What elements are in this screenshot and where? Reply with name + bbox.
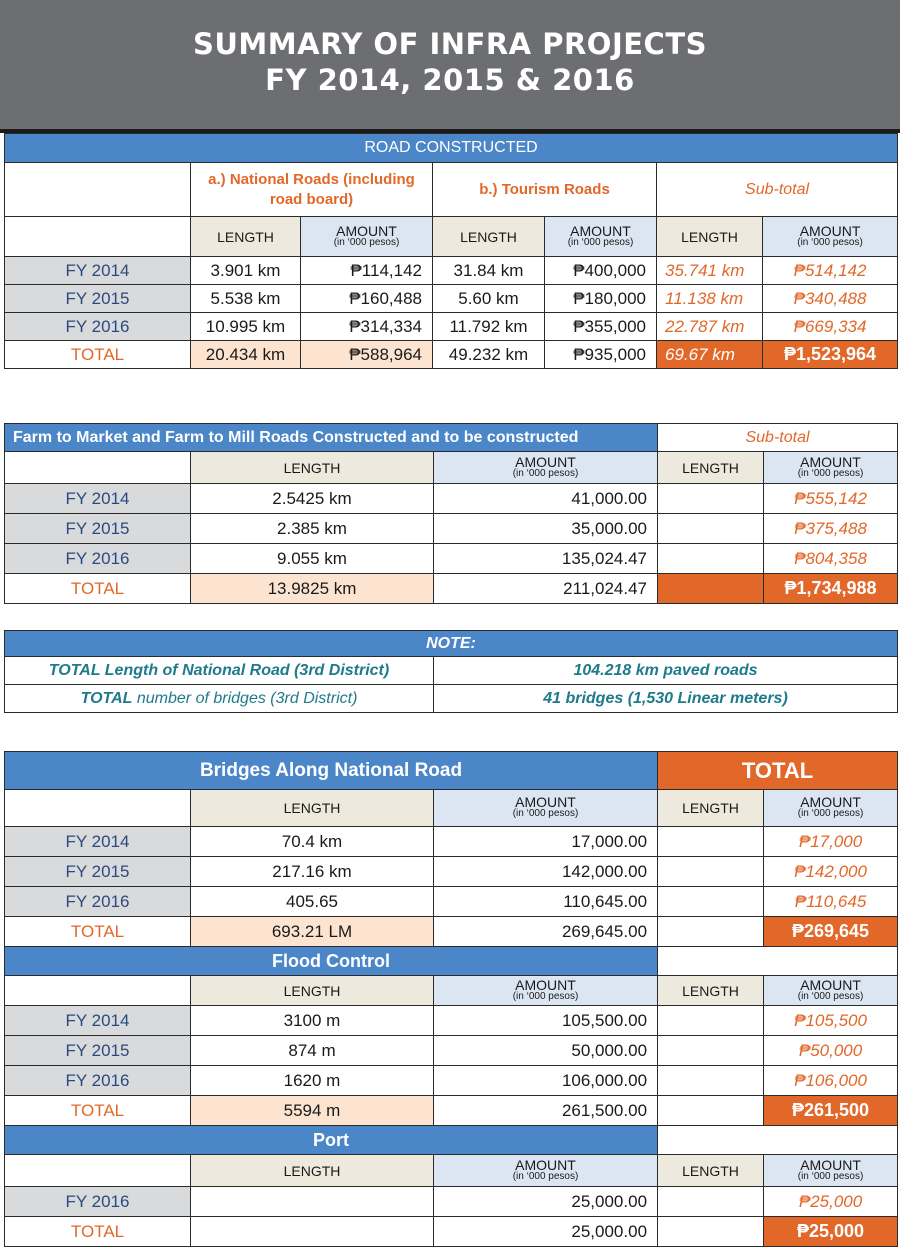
- cell: ₱17,000: [764, 827, 898, 857]
- bridges-flood-port-table: [4, 751, 898, 1247]
- cell: 5.60 km: [433, 285, 545, 313]
- note-label: TOTAL number of bridges (3rd District): [5, 685, 434, 713]
- cell: ₱160,488: [301, 285, 433, 313]
- cell: 11.138 km: [657, 285, 763, 313]
- cell: ₱935,000: [545, 341, 657, 369]
- col-amount: AMOUNT (in ‘000 pesos): [434, 976, 658, 1006]
- page-subtitle: FY 2014, 2015 & 2016: [265, 63, 635, 97]
- cell: ₱669,334: [763, 313, 898, 341]
- col-amount: AMOUNT (in ‘000 pesos): [764, 1155, 898, 1187]
- cell: ₱50,000: [764, 1036, 898, 1066]
- road-constructed-table: [4, 133, 898, 369]
- col-amount: AMOUNT (in ‘000 pesos): [434, 452, 658, 484]
- cell: ₱114,142: [301, 257, 433, 285]
- cell: 17,000.00: [434, 827, 658, 857]
- cell: 142,000.00: [434, 857, 658, 887]
- col-length: LENGTH: [433, 217, 545, 257]
- farm-subtotal-header: Sub-total: [658, 424, 898, 452]
- cell: 13.9825 km: [191, 574, 434, 604]
- row-fy: FY 2016: [5, 1187, 191, 1217]
- note-header: NOTE:: [5, 631, 898, 657]
- farm-roads-table: [4, 423, 898, 604]
- cell: 2.5425 km: [191, 484, 434, 514]
- col-amount: AMOUNT (in ‘000 pesos): [545, 217, 657, 257]
- row-fy: FY 2014: [5, 1006, 191, 1036]
- cell: ₱340,488: [763, 285, 898, 313]
- cell: 135,024.47: [434, 544, 658, 574]
- cell: 5.538 km: [191, 285, 301, 313]
- grand-subtotal: ₱1,523,964: [763, 341, 898, 369]
- row-total-label: TOTAL: [5, 341, 191, 369]
- cell: 106,000.00: [434, 1066, 658, 1096]
- total-header: TOTAL: [658, 752, 898, 790]
- row-fy: FY 2016: [5, 544, 191, 574]
- national-roads-header: a.) National Roads (including road board): [191, 163, 433, 217]
- row-fy: FY 2014: [5, 827, 191, 857]
- cell: 69.67 km: [657, 341, 763, 369]
- cell: ₱25,000: [764, 1187, 898, 1217]
- col-length: LENGTH: [191, 452, 434, 484]
- farm-grand-subtotal: ₱1,734,988: [764, 574, 898, 604]
- col-length: LENGTH: [658, 790, 764, 827]
- col-amount: AMOUNT (in ‘000 pesos): [434, 790, 658, 827]
- cell: 25,000.00: [434, 1217, 658, 1247]
- cell: ₱400,000: [545, 257, 657, 285]
- col-length: LENGTH: [191, 1155, 434, 1187]
- cell: 110,645.00: [434, 887, 658, 917]
- cell: 693.21 LM: [191, 917, 434, 947]
- col-length: LENGTH: [191, 976, 434, 1006]
- row-fy: FY 2015: [5, 514, 191, 544]
- flood-total: ₱261,500: [764, 1096, 898, 1126]
- cell: [191, 1217, 434, 1247]
- port-total: ₱25,000: [764, 1217, 898, 1247]
- note-table: [4, 630, 898, 713]
- row-fy: FY 2015: [5, 857, 191, 887]
- cell: ₱804,358: [764, 544, 898, 574]
- col-length: LENGTH: [658, 1155, 764, 1187]
- col-length: LENGTH: [191, 217, 301, 257]
- cell: 1620 m: [191, 1066, 434, 1096]
- flood-section-header: Flood Control: [5, 947, 658, 976]
- note-label: TOTAL Length of National Road (3rd District): [5, 657, 434, 685]
- cell: 874 m: [191, 1036, 434, 1066]
- cell: ₱180,000: [545, 285, 657, 313]
- cell: 217.16 km: [191, 857, 434, 887]
- road-subtotal-header: Sub-total: [657, 163, 898, 217]
- cell: 105,500.00: [434, 1006, 658, 1036]
- cell: 25,000.00: [434, 1187, 658, 1217]
- cell: 11.792 km: [433, 313, 545, 341]
- row-fy: FY 2015: [5, 1036, 191, 1066]
- cell: ₱106,000: [764, 1066, 898, 1096]
- cell: ₱375,488: [764, 514, 898, 544]
- farm-section-header: Farm to Market and Farm to Mill Roads Constructed and to be constructed: [5, 424, 658, 452]
- note-value: 41 bridges (1,530 Linear meters): [434, 685, 898, 713]
- road-section-header: ROAD CONSTRUCTED: [5, 134, 898, 163]
- row-fy: FY 2016: [5, 887, 191, 917]
- note-value: 104.218 km paved roads: [434, 657, 898, 685]
- cell: ₱314,334: [301, 313, 433, 341]
- cell: ₱110,645: [764, 887, 898, 917]
- col-length: LENGTH: [191, 790, 434, 827]
- page-header: [0, 0, 900, 133]
- col-amount: AMOUNT (in ‘000 pesos): [434, 1155, 658, 1187]
- col-amount: AMOUNT (in ‘000 pesos): [764, 790, 898, 827]
- col-length: LENGTH: [657, 217, 763, 257]
- row-fy: FY 2014: [5, 484, 191, 514]
- row-total-label: TOTAL: [5, 1217, 191, 1247]
- cell: 22.787 km: [657, 313, 763, 341]
- row-total-label: TOTAL: [5, 917, 191, 947]
- cell: 405.65: [191, 887, 434, 917]
- cell: ₱355,000: [545, 313, 657, 341]
- cell: [191, 1187, 434, 1217]
- col-amount: AMOUNT (in ‘000 pesos): [301, 217, 433, 257]
- cell: 211,024.47: [434, 574, 658, 604]
- cell: 261,500.00: [434, 1096, 658, 1126]
- cell: 20.434 km: [191, 341, 301, 369]
- row-total-label: TOTAL: [5, 574, 191, 604]
- col-amount: AMOUNT (in ‘000 pesos): [764, 976, 898, 1006]
- col-amount: AMOUNT (in ‘000 pesos): [764, 452, 898, 484]
- cell: 10.995 km: [191, 313, 301, 341]
- col-amount: AMOUNT (in ‘000 pesos): [763, 217, 898, 257]
- row-total-label: TOTAL: [5, 1096, 191, 1126]
- cell: 3.901 km: [191, 257, 301, 285]
- col-length: LENGTH: [658, 452, 764, 484]
- cell: ₱588,964: [301, 341, 433, 369]
- cell: 9.055 km: [191, 544, 434, 574]
- row-fy: FY 2014: [5, 257, 191, 285]
- cell: 35.741 km: [657, 257, 763, 285]
- bridges-total: ₱269,645: [764, 917, 898, 947]
- cell: 70.4 km: [191, 827, 434, 857]
- cell: 31.84 km: [433, 257, 545, 285]
- cell: ₱105,500: [764, 1006, 898, 1036]
- cell: ₱555,142: [764, 484, 898, 514]
- cell: ₱514,142: [763, 257, 898, 285]
- cell: ₱142,000: [764, 857, 898, 887]
- page-title: SUMMARY OF INFRA PROJECTS: [192, 27, 708, 61]
- tourism-roads-header: b.) Tourism Roads: [433, 163, 657, 217]
- bridges-section-header: Bridges Along National Road: [5, 752, 658, 790]
- cell: 2.385 km: [191, 514, 434, 544]
- row-fy: FY 2016: [5, 1066, 191, 1096]
- col-length: LENGTH: [658, 976, 764, 1006]
- cell: 35,000.00: [434, 514, 658, 544]
- cell: 5594 m: [191, 1096, 434, 1126]
- row-fy: FY 2016: [5, 313, 191, 341]
- cell: 49.232 km: [433, 341, 545, 369]
- cell: 50,000.00: [434, 1036, 658, 1066]
- cell: 269,645.00: [434, 917, 658, 947]
- port-section-header: Port: [5, 1126, 658, 1155]
- cell: 41,000.00: [434, 484, 658, 514]
- row-fy: FY 2015: [5, 285, 191, 313]
- cell: 3100 m: [191, 1006, 434, 1036]
